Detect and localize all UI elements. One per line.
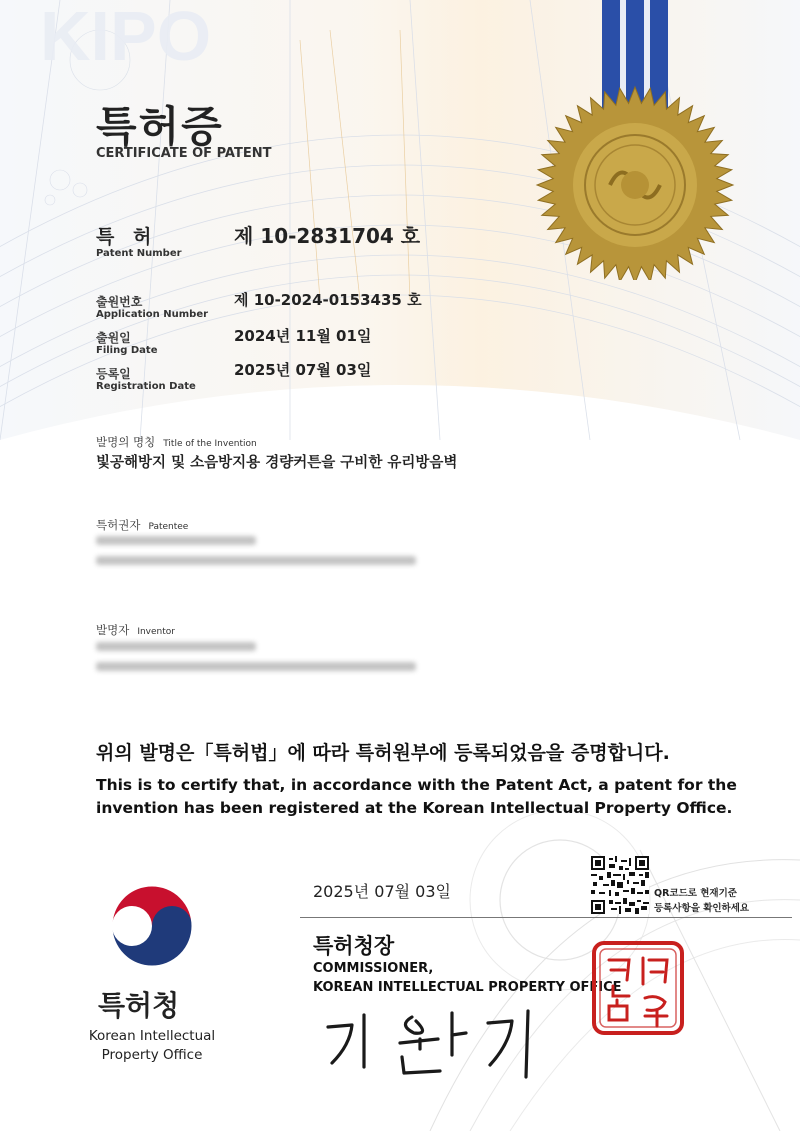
patentee-label xyxy=(96,514,188,533)
invention-title-label-ko: 발명의 명칭 xyxy=(96,435,156,449)
certificate-title: 특허증 xyxy=(96,102,224,151)
patent-number-label-en: Patent Number xyxy=(96,248,182,259)
inventor-label xyxy=(96,619,175,638)
inventor-label-ko: 발명자 xyxy=(96,623,130,637)
official-stamp-icon xyxy=(591,940,685,1036)
registration-date-label: 등록일 xyxy=(96,367,131,381)
commissioner-title-en-2: KOREAN INTELLECTUAL PROPERTY OFFICE xyxy=(313,980,622,995)
certification-statement-en-2: invention has been registered at the Korean Intellectual Property Office. xyxy=(96,799,733,817)
invention-title-label xyxy=(96,431,257,450)
gold-seal-icon xyxy=(530,0,740,280)
redacted-inventor-name xyxy=(96,642,256,651)
certification-statement-en-1: This is to certify that, in accordance with the Patent Act, a patent for the xyxy=(96,776,737,794)
invention-title: 빛공해방지 및 소음방지용 경량커튼을 구비한 유리방음벽 xyxy=(96,455,458,471)
office-name-en-2: Property Office xyxy=(101,1047,203,1063)
certificate-title-en: CERTIFICATE OF PATENT xyxy=(96,146,272,161)
office-name-en-1: Korean Intellectual xyxy=(88,1028,216,1044)
redacted-patentee-name xyxy=(96,536,256,545)
filing-date-label: 출원일 xyxy=(96,331,131,345)
patentee-label-ko: 특허권자 xyxy=(96,518,141,532)
handwritten-signature xyxy=(320,1005,550,1085)
signature-divider xyxy=(300,917,792,918)
patentee-label-en: Patentee xyxy=(148,522,189,532)
qr-note-line-2: 등록사항을 확인하세요 xyxy=(654,903,750,914)
redacted-patentee-address xyxy=(96,556,416,565)
filing-date-value: 2024년 11월 01일 xyxy=(234,327,372,345)
patent-number-value: 제 10-2831704 호 xyxy=(234,224,421,248)
qr-code-icon[interactable] xyxy=(591,856,649,914)
office-name-ko: 특허청 xyxy=(98,989,180,1022)
certification-statement-ko: 위의 발명은「특허법」에 따라 특허원부에 등록되었음을 증명합니다. xyxy=(96,742,670,764)
commissioner-title-en-1: COMMISSIONER, xyxy=(313,961,434,976)
invention-title-label-en: Title of the Invention xyxy=(163,439,257,449)
svg-text:KIPO: KIPO xyxy=(40,0,212,75)
filing-date-label-en: Filing Date xyxy=(96,345,158,356)
application-number-label: 출원번호 xyxy=(96,295,143,309)
registration-date-value: 2025년 07월 03일 xyxy=(234,361,372,379)
patent-number-label: 특 허 xyxy=(96,226,158,248)
application-number-label-en: Application Number xyxy=(96,309,209,320)
registration-date-label-en: Registration Date xyxy=(96,381,196,392)
redacted-inventor-address xyxy=(96,662,416,671)
kipo-logo-icon xyxy=(104,878,200,974)
qr-note-line-1: QR코드로 현재기준 xyxy=(654,888,737,899)
issue-date: 2025년 07월 03일 xyxy=(313,882,451,901)
inventor-label-en: Inventor xyxy=(137,627,175,637)
commissioner-title-ko: 특허청장 xyxy=(313,934,395,958)
application-number-value: 제 10-2024-0153435 호 xyxy=(234,291,422,309)
